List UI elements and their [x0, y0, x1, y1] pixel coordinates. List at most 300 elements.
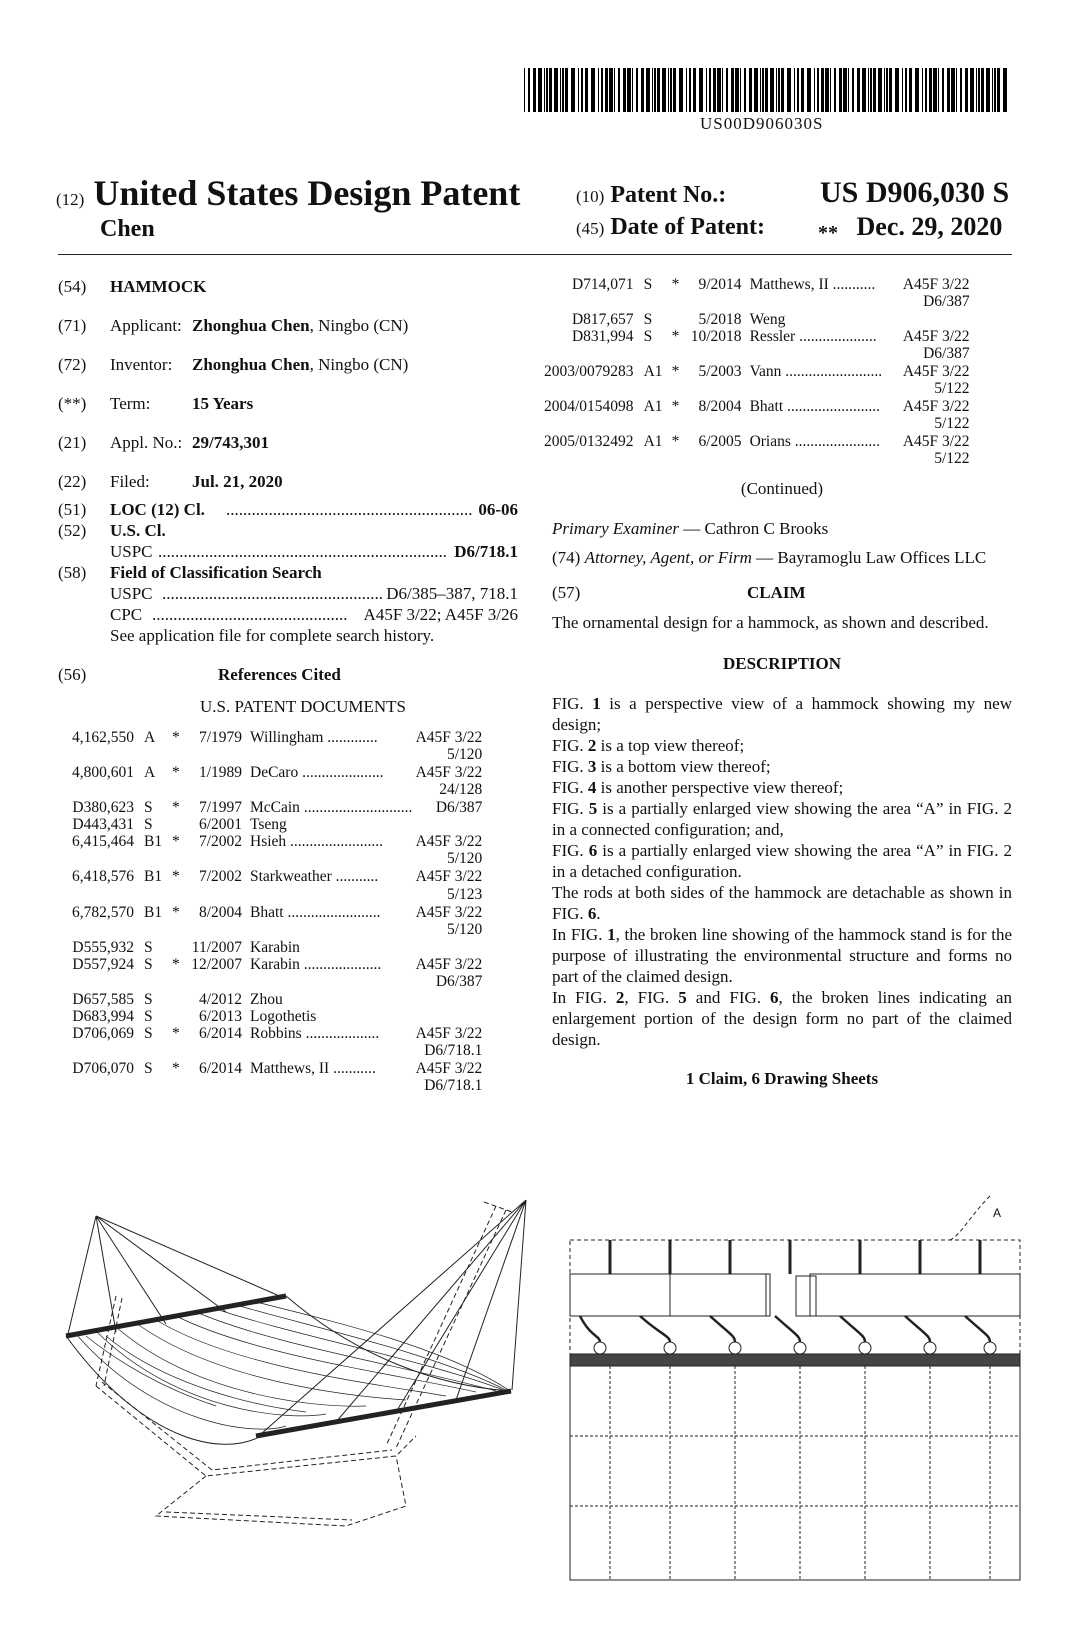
figure-number: 5 [588, 798, 598, 818]
reference-subclass-row [544, 345, 970, 363]
barcode-bar [713, 68, 716, 112]
barcode-bar [686, 68, 687, 112]
search-uspc-row [58, 583, 518, 604]
reference-row [58, 816, 482, 833]
barcode-bar [909, 68, 912, 112]
search-cpc-label: CPC [110, 605, 143, 624]
figure-number: 2 [587, 735, 597, 755]
reference-row [58, 904, 482, 921]
description-text: FIG. [552, 777, 588, 797]
ref-class: A45F 3/22 [902, 328, 970, 346]
ref-class: A45F 3/22 [902, 363, 970, 381]
barcode-bar [614, 68, 615, 112]
claim-heading [552, 582, 1012, 606]
references-table-left [58, 729, 482, 1095]
attorney-name: Bayramoglu Law Offices LLC [777, 547, 987, 567]
ref-date: 6/2013 [198, 1007, 242, 1025]
ref-kind: A1 [643, 363, 663, 381]
reference-row [58, 764, 482, 781]
reference-row [58, 1060, 482, 1077]
barcode-bar [538, 68, 542, 112]
us-cl-row [58, 520, 518, 541]
ref-class [900, 311, 970, 328]
barcode-bar [585, 68, 588, 112]
ref-class [412, 816, 482, 833]
field-code: (57) [552, 583, 581, 603]
loc-label: LOC (12) Cl. [110, 500, 205, 519]
leader-dots: .................................................................... [158, 542, 447, 561]
barcode-bar [873, 68, 876, 112]
ref-inventor: Matthews, II [250, 1059, 330, 1077]
us-patent-docs-heading: U.S. PATENT DOCUMENTS [200, 697, 406, 716]
ref-kind: S [643, 311, 653, 329]
inventor-surname: Chen [100, 216, 155, 242]
figure-number: 2 [615, 987, 625, 1007]
description-text: FIG. [552, 693, 593, 713]
ref-star: * [172, 1059, 180, 1077]
ref-name [250, 833, 412, 850]
ref-date: 1/1989 [198, 764, 242, 782]
barcode-bar [817, 68, 819, 112]
ref-star [172, 816, 186, 833]
field-code: (54) [58, 277, 87, 296]
ref-date: 6/2001 [198, 816, 242, 834]
barcode-bar [679, 68, 683, 112]
description-text: , the broken line showing of the hammock stand is for the purpose of illustrating the environmental structure and forms no part of the claimed design. [552, 924, 1012, 986]
inventor-name: Zhonghua Chen [192, 355, 310, 374]
ref-inventor: Willingham [250, 729, 324, 747]
barcode-bar [839, 68, 842, 112]
ref-star: * [671, 328, 680, 346]
ref-kind: B1 [144, 833, 163, 851]
barcode-bar [942, 68, 944, 112]
barcode-bar [641, 68, 644, 112]
reference-subclass-row [58, 781, 482, 799]
field-label: Term: [110, 394, 151, 413]
ref-name [250, 939, 412, 956]
date-of-patent [818, 212, 1002, 242]
ref-number: D683,994 [72, 1007, 134, 1025]
barcode-bar [992, 68, 993, 112]
ref-class: A45F 3/22 [415, 764, 483, 782]
barcode-bar [905, 68, 907, 112]
ref-number: D706,070 [72, 1059, 134, 1077]
ref-subclass: D6/387 [435, 972, 483, 990]
figure-number: 6 [770, 987, 779, 1007]
uspc-label: USPC [110, 542, 153, 561]
description-text: FIG. [552, 840, 589, 860]
description-text: In FIG. [552, 987, 616, 1007]
ref-subclass: 24/128 [439, 781, 483, 799]
barcode-bar [929, 68, 932, 112]
barcode-bar [578, 68, 579, 112]
barcode-bar [970, 68, 974, 112]
barcode-bar [986, 68, 990, 112]
barcode-bar [699, 68, 703, 112]
ref-kind: A [144, 764, 156, 782]
ref-number: 2003/0079283 [544, 363, 634, 381]
barcode-bar [781, 68, 784, 112]
ref-subclass: 5/120 [447, 920, 483, 938]
ref-number: D443,431 [72, 816, 134, 834]
applicant-place: , Ningbo (CN) [309, 316, 409, 335]
barcode-bar [889, 68, 892, 112]
description-text: FIG. [552, 756, 588, 776]
field-code: (**) [58, 394, 87, 413]
examiner-label: Primary Examiner [552, 518, 680, 538]
leader-dots: ...................... [794, 433, 881, 451]
barcode-bar [843, 68, 847, 112]
ref-class: A45F 3/22 [902, 276, 970, 293]
ref-inventor: Karabin [250, 938, 300, 956]
barcode-bar [994, 68, 996, 112]
term-value: 15 Years [192, 394, 254, 413]
search-note: See application file for complete search history. [110, 626, 435, 645]
barcode-bar [533, 68, 536, 112]
filed-field [58, 471, 518, 493]
examiner-name: Cathron C Brooks [704, 518, 829, 538]
barcode-bar [670, 68, 672, 112]
reference-subclass-row [58, 850, 482, 868]
leader-dots: .......................................................... [226, 500, 473, 519]
ref-name [750, 398, 900, 415]
ref-date: 6/2014 [198, 1024, 242, 1042]
barcode-bar [623, 68, 626, 112]
ref-kind: S [144, 1059, 153, 1077]
barcode-bar [598, 68, 599, 112]
barcode-bar [776, 68, 777, 112]
field-search-row [58, 562, 518, 583]
field-code: (21) [58, 433, 87, 452]
reference-row [58, 1025, 482, 1042]
ref-inventor: Starkweather [250, 868, 332, 886]
barcode-bar [997, 68, 1000, 112]
ref-name [750, 433, 900, 450]
description-paragraph [552, 693, 1012, 735]
ref-subclass: D6/387 [923, 345, 970, 363]
ref-kind: S [144, 1007, 153, 1025]
ref-subclass: 5/123 [447, 885, 483, 903]
barcode-bar [749, 68, 752, 112]
field-code: (56) [58, 665, 87, 684]
ref-star [672, 311, 686, 328]
leader-dots: ........... [335, 868, 379, 886]
barcode-bar [978, 68, 980, 112]
ref-date: 7/2002 [198, 833, 242, 851]
ref-star: * [172, 799, 180, 817]
ref-inventor: Logothetis [250, 1007, 317, 1025]
ref-number: 6,782,570 [72, 903, 134, 921]
search-cpc-row [58, 604, 518, 625]
ref-subclass: D6/718.1 [424, 1041, 483, 1059]
ref-date: 7/1997 [198, 799, 242, 817]
us-cl-value: D6/718.1 [454, 542, 518, 561]
barcode-bar [852, 68, 854, 112]
barcode-bar [886, 68, 888, 112]
ref-star: * [172, 833, 180, 851]
hammock-perspective-figure [56, 1186, 526, 1526]
ref-star [172, 991, 186, 1008]
barcode-bar [571, 68, 575, 112]
description-text: FIG. [552, 798, 589, 818]
ref-name [750, 311, 900, 328]
description-text: , the broken lines indicating an enlargement portion of the design form no part of the claimed design. [552, 987, 1012, 1049]
ref-number: D831,994 [571, 328, 634, 346]
figure-number: 5 [678, 987, 687, 1007]
barcode-bar [524, 68, 525, 112]
examiner-dash: — [679, 518, 705, 538]
leader-dots: ..................... [302, 764, 384, 782]
ref-number: D817,657 [571, 311, 634, 329]
ref-date: 9/2014 [698, 276, 742, 293]
applicant-value [192, 315, 408, 336]
ref-class: A45F 3/22 [415, 1024, 483, 1042]
description-paragraph [552, 924, 1012, 987]
ref-number: 4,162,550 [72, 729, 134, 747]
loc-value: 06-06 [478, 500, 518, 519]
ref-name [250, 1060, 412, 1077]
search-cpc-value: A45F 3/22; A45F 3/26 [363, 605, 518, 624]
left-column [58, 276, 518, 1095]
barcode-bar [735, 68, 739, 112]
field-code: (72) [58, 355, 87, 374]
ref-name [250, 1025, 412, 1042]
ref-name [250, 764, 412, 781]
ref-inventor: Hsieh [250, 833, 287, 851]
field-code: (51) [58, 500, 87, 519]
barcode-bar [740, 68, 741, 112]
barcode-bar [726, 68, 728, 112]
barcode-bar [632, 68, 633, 112]
barcode-bar [922, 68, 923, 112]
reference-row [58, 991, 482, 1008]
leader-dots: ........................ [290, 833, 384, 851]
ref-kind: B1 [144, 868, 163, 886]
ref-name [250, 729, 412, 746]
ref-name [750, 276, 900, 293]
barcode-bar [591, 68, 595, 112]
claims-count: 1 Claim, 6 Drawing Sheets [685, 1068, 879, 1088]
barcode-bar [654, 68, 656, 112]
barcode-bar [976, 68, 977, 112]
type-code: (12) [56, 190, 85, 209]
leader-dots: .................................................... [162, 584, 383, 603]
ref-kind: S [144, 1024, 153, 1042]
ref-kind: S [144, 816, 153, 834]
ref-date: 11/2007 [191, 938, 242, 956]
ref-star: * [172, 955, 180, 973]
reference-subclass-row [544, 450, 970, 468]
reference-row [58, 868, 482, 885]
ref-subclass: 5/122 [934, 380, 970, 398]
barcode-bar [560, 68, 561, 112]
barcode-bar [731, 68, 734, 112]
barcode-bar [601, 68, 603, 112]
invention-title: HAMMOCK [110, 277, 207, 296]
ref-star: * [671, 276, 680, 293]
barcode-bar [706, 68, 707, 112]
barcode-bar [765, 68, 768, 112]
barcode-bar [797, 68, 799, 112]
barcode-bar [794, 68, 795, 112]
appl-no-value: 29/743,301 [192, 433, 269, 452]
ref-inventor: Bhatt [749, 398, 784, 416]
description-text: is a partially enlarged view showing the area “A” in FIG. 2 in a detached configuration. [552, 840, 1012, 881]
reference-row [544, 398, 970, 415]
area-label: A [993, 1206, 1002, 1220]
ref-number: D706,069 [72, 1024, 134, 1042]
barcode-bar [618, 68, 620, 112]
description-text: . [596, 903, 601, 923]
barcode-bar [627, 68, 631, 112]
reference-subclass-row [58, 886, 482, 904]
leader-dots: ........... [333, 1059, 376, 1077]
barcode-bar [778, 68, 780, 112]
barcode-bar [884, 68, 885, 112]
ref-subclass: 5/120 [447, 746, 483, 764]
reference-subclass-row [58, 1077, 482, 1095]
ref-star: * [172, 868, 180, 886]
ref-number: 4,800,601 [72, 764, 134, 782]
barcode-bar [770, 68, 774, 112]
date-label-text: Date of Patent: [610, 214, 765, 240]
title-field [58, 276, 518, 298]
ref-star: * [671, 363, 680, 381]
date-code: (45) [576, 219, 605, 238]
figure-number: 4 [587, 777, 597, 797]
barcode-bar [951, 68, 955, 112]
barcode-bar [709, 68, 711, 112]
barcode-bar [902, 68, 903, 112]
barcode-bar [657, 68, 660, 112]
description-body [552, 693, 1012, 1050]
barcode-bar [693, 68, 696, 112]
description-title: DESCRIPTION [722, 654, 842, 674]
ref-number: D380,623 [72, 799, 134, 817]
barcode-bar [830, 68, 831, 112]
filed-value: Jul. 21, 2020 [192, 472, 283, 491]
ref-class: A45F 3/22 [415, 868, 483, 886]
figure-number: 3 [587, 756, 597, 776]
barcode-bar [662, 68, 666, 112]
patent-type-title [56, 172, 520, 214]
barcode-bar [717, 68, 721, 112]
field-code: (74) [552, 547, 581, 567]
ref-class: A45F 3/22 [415, 1059, 483, 1077]
ref-class: A45F 3/22 [415, 729, 483, 747]
field-code: (52) [58, 521, 87, 540]
leader-dots: ........................ [787, 398, 881, 416]
barcode-bar [825, 68, 829, 112]
appl-no-field [58, 432, 518, 454]
ref-star: * [172, 1024, 180, 1042]
leader-dots: ........................ [287, 903, 381, 921]
enlarged-detail-figure [570, 1196, 1020, 1580]
figure-number: 6 [587, 903, 597, 923]
description-text: and FIG. [686, 987, 771, 1007]
inventor-field [58, 354, 518, 376]
ref-number: 6,415,464 [72, 833, 134, 851]
barcode-bar [754, 68, 758, 112]
reference-row [58, 939, 482, 956]
ref-inventor: Weng [749, 311, 786, 329]
reference-subclass-row [544, 293, 970, 311]
reference-row [544, 328, 970, 345]
reference-row [544, 276, 970, 293]
barcode-bar [673, 68, 676, 112]
ref-star: * [172, 764, 180, 782]
reference-row [58, 1008, 482, 1025]
ref-star [172, 1008, 186, 1025]
ref-star: * [172, 903, 180, 921]
barcode-bar [848, 68, 849, 112]
ref-number: D714,071 [571, 276, 634, 293]
field-label: Filed: [110, 472, 150, 491]
inventor-place: , Ningbo (CN) [309, 355, 409, 374]
continued-note: (Continued) [740, 479, 824, 499]
barcode-bar [544, 68, 545, 112]
reference-subclass-row [544, 415, 970, 433]
reference-row [58, 956, 482, 973]
reference-subclass-row [544, 380, 970, 398]
references-table-right [544, 276, 970, 468]
date-of-patent-label [576, 214, 765, 241]
barcode-bar [646, 68, 650, 112]
ref-class: A45F 3/22 [415, 833, 483, 851]
patent-no-code: (10) [576, 187, 605, 206]
barcode-bar [652, 68, 653, 112]
ref-date: 12/2007 [191, 955, 242, 973]
ref-subclass: 5/120 [447, 850, 483, 868]
barcode-bar [807, 68, 811, 112]
ref-date: 7/1979 [198, 729, 242, 747]
reference-row [58, 729, 482, 746]
ref-kind: S [643, 276, 653, 293]
references-title: References Cited [218, 665, 341, 684]
description-text: is a top view thereof; [596, 735, 745, 755]
ref-number: D657,585 [72, 990, 134, 1008]
ref-inventor: DeCaro [250, 764, 299, 782]
ref-kind: A [144, 729, 156, 747]
barcode-bar [549, 68, 552, 112]
barcode-bar [581, 68, 583, 112]
reference-subclass-row [58, 746, 482, 764]
reference-row [58, 833, 482, 850]
ref-inventor: Ressler [749, 328, 796, 346]
references-heading [58, 662, 518, 690]
date-value: Dec. 29, 2020 [856, 212, 1003, 241]
ref-inventor: Karabin [250, 955, 300, 973]
barcode-bar [801, 68, 804, 112]
description-paragraph [552, 882, 1012, 924]
ref-subclass: 5/122 [934, 415, 970, 433]
ref-class: A45F 3/22 [415, 903, 483, 921]
ref-name [250, 799, 412, 816]
description-paragraph [552, 735, 1012, 756]
barcode-bar [947, 68, 950, 112]
barcode-bar [870, 68, 872, 112]
ref-class: D6/387 [435, 799, 483, 817]
ref-star: * [172, 729, 180, 747]
barcode-number: US00D906030S [700, 114, 824, 133]
barcode-bar [925, 68, 927, 112]
ref-kind: S [144, 799, 153, 817]
ref-inventor: Bhatt [250, 903, 284, 921]
ref-class [412, 939, 482, 956]
claim-text: The ornamental design for a hammock, as shown and described. [552, 613, 989, 633]
reference-row [58, 799, 482, 816]
ref-subclass: 5/122 [934, 450, 970, 468]
